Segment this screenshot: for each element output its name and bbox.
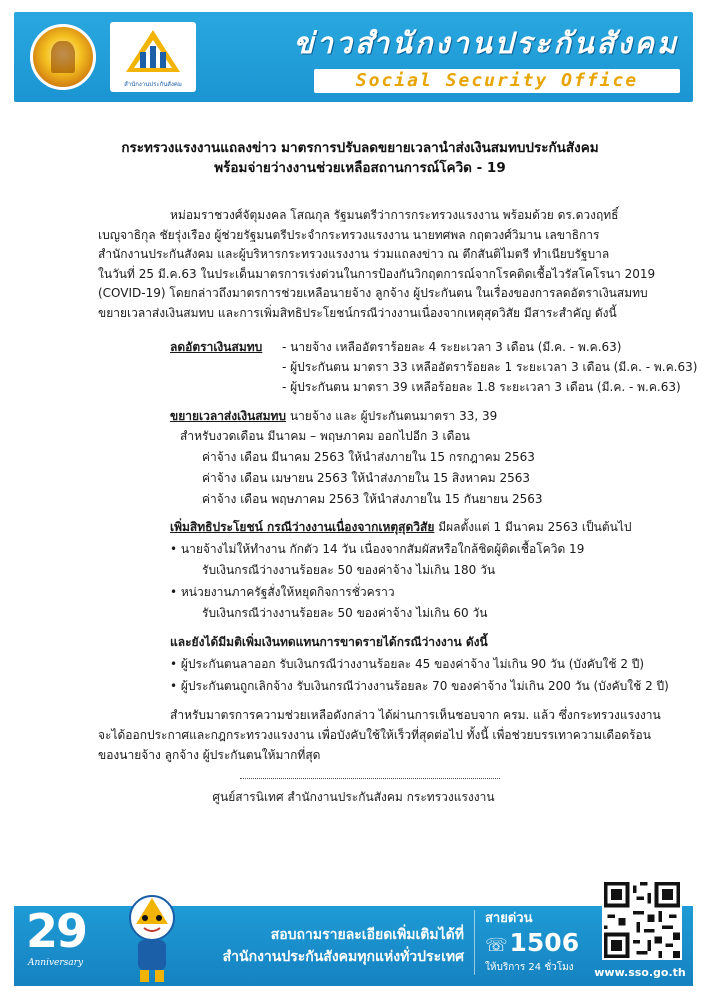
intro-paragraph: [98, 206, 658, 323]
intro-line: สำนักงานประกันสังคม และผู้บริหารกระทรวงแรงงาน ร่วมแถลงข่าว ณ ตึกสันติไมตรี ทำเนียบรัฐบาล: [98, 247, 610, 261]
benefit-bullet-sub: รับเงินกรณีว่างงานร้อยละ 50 ของค่าจ้าง ไม่เกิน 60 วัน: [202, 606, 488, 620]
extend-sub: สำหรับงวดเดือน มีนาคม – พฤษภาคม ออกไปอีก 3 เดือน: [180, 429, 470, 443]
headline-line-1: กระทรวงแรงงานแถลงข่าว มาตรการปรับลดขยายเวลานำส่งเงินสมทบประกันสังคม: [121, 140, 599, 156]
extend-heading: ขยายเวลาส่งเงินสมทบ: [170, 409, 287, 423]
hotline-number-row: [485, 928, 588, 961]
anniversary-number: 29: [26, 904, 87, 958]
reduce-heading: ลดอัตราเงินสมทบ: [170, 340, 263, 354]
footer-message: [194, 924, 464, 968]
benefit-heading-rest: มีผลตั้งแต่ 1 มีนาคม 2563 เป็นต้นไป: [434, 520, 632, 534]
footer-message-line-1: สอบถามรายละเอียดเพิ่มเติมได้ที่: [270, 927, 464, 943]
reduce-item: - ผู้ประกันตน มาตรา 39 เหลือร้อยละ 1.8 ระยะเวลา 3 เดือน (มี.ค. - พ.ค.63): [282, 380, 681, 394]
phone-icon: ☏: [485, 935, 508, 956]
intro-line: หม่อมราชวงศ์จัตุมงคล โสณกุล รัฐมนตรีว่าการกระทรวงแรงงาน พร้อมด้วย ดร.ดวงฤทธิ์: [170, 208, 619, 222]
extra-heading: และยังได้มีมติเพิ่มเงินทดแทนการขาดรายได้กรณีว่างงาน ดังนี้: [170, 635, 488, 649]
benefit-heading-line: [170, 518, 632, 536]
reduce-item: - นายจ้าง เหลืออัตราร้อยละ 4 ระยะเวลา 3 เดือน (มี.ค. - พ.ค.63): [282, 340, 622, 354]
extend-heading-rest: นายจ้าง และ ผู้ประกันตนมาตรา 33, 39: [286, 409, 498, 423]
intro-line: ในวันที่ 25 มี.ค.63 ในประเด็นมาตรการเร่งด่วนในการป้องกันวิกฤตการณ์จากโรคติดเชื้อไวรัสโคโรนา 2019: [98, 266, 656, 281]
extra-item: • ผู้ประกันตนถูกเลิกจ้าง รับเงินกรณีว่างงานร้อยละ 70 ของค่าจ้าง ไม่เกิน 200 วัน (บังคับใช้ 2 ปี): [170, 679, 669, 693]
dotted-divider: [240, 778, 500, 779]
closing-line: สำหรับมาตรการความช่วยเหลือดังกล่าว ได้ผ่านการเห็นชอบจาก ครม. แล้ว ซึ่งกระทรวงแรงงาน: [170, 708, 661, 722]
header-banner: [14, 12, 693, 102]
reduce-item: - ผู้ประกันตน มาตรา 33 เหลืออัตราร้อยละ 1 ระยะเวลา 3 เดือน (มี.ค. - พ.ค.63): [282, 360, 698, 374]
qr-code-icon[interactable]: [602, 880, 682, 960]
extend-heading-line: [170, 407, 497, 425]
header-title-thai: ข่าวสำนักงานประกันสังคม: [293, 26, 679, 60]
benefit-bullet: • หน่วยงานภาครัฐสั่งให้หยุดกิจการชั่วคราว: [170, 585, 395, 599]
hotline-label: สายด่วน: [485, 911, 533, 926]
extend-item: ค่าจ้าง เดือน มีนาคม 2563 ให้นำส่งภายใน 15 กรกฎาคม 2563: [202, 450, 535, 464]
intro-line: เบญจาธิกุล ชัยรุ่งเรือง ผู้ช่วยรัฐมนตรีประจำกระทรวงแรงงาน นายทศพล กฤตวงศ์วิมาน เลขาธิการ: [98, 227, 600, 242]
closing-line: จะได้ออกประกาศและกฎกระทรวงแรงงาน เพื่อบังคับใช้ให้เร็วที่สุดต่อไป ทั้งนี้ เพื่อช่วยบรรเทาความเดือดร้อน: [98, 728, 651, 742]
hotline-hours: ให้บริการ 24 ชั่วโมง: [485, 962, 574, 973]
extra-item: • ผู้ประกันตนลาออก รับเงินกรณีว่างงานร้อยละ 45 ของค่าจ้าง ไม่เกิน 90 วัน (บังคับใช้ 2 ปี): [170, 657, 645, 671]
benefit-bullet-sub: รับเงินกรณีว่างงานร้อยละ 50 ของค่าจ้าง ไม่เกิน 180 วัน: [202, 563, 496, 577]
anniversary-word: Anniversary: [28, 958, 84, 968]
closing-line: ของนายจ้าง ลูกจ้าง ผู้ประกันตนให้มากที่สุด: [98, 748, 321, 762]
footer-message-line-2: สำนักงานประกันสังคมทุกแห่งทั่วประเทศ: [222, 949, 464, 965]
extend-item: ค่าจ้าง เดือน พฤษภาคม 2563 ให้นำส่งภายใน 15 กันยายน 2563: [202, 492, 543, 506]
benefit-heading: เพิ่มสิทธิประโยชน์ กรณีว่างงานเนื่องจากเหตุสุดวิสัย: [170, 520, 435, 534]
extend-item: ค่าจ้าง เดือน เมษายน 2563 ให้นำส่งภายใน 15 สิงหาคม 2563: [202, 471, 531, 485]
footer: [14, 880, 693, 990]
mascot-icon: [124, 888, 180, 984]
government-emblem-logo: [30, 24, 96, 90]
source-credit: ศูนย์สารนิเทศ สำนักงานประกันสังคม กระทรวงแรงงาน: [212, 790, 495, 804]
hotline-box: [474, 910, 588, 975]
sso-logo: [110, 22, 196, 92]
intro-line: (COVID-19) โดยกล่าวถึงมาตรการช่วยเหลือนายจ้าง ลูกจ้าง ผู้ประกันตน ในเรื่องของการลดอัตราเงินสมทบ: [98, 286, 648, 300]
headline-line-2: พร้อมจ่ายว่างงานช่วยเหลือสถานการณ์โควิด - 19: [214, 160, 506, 176]
website-link[interactable]: www.sso.go.th: [594, 966, 686, 979]
anniversary-logo: [22, 904, 114, 982]
hotline-number[interactable]: 1506: [509, 928, 580, 957]
logo-caption: สำนักงานประกันสังคม: [124, 81, 182, 88]
header-title-english: Social Security Office: [314, 69, 680, 93]
intro-line: ขยายเวลาส่งเงินสมทบ และการเพิ่มสิทธิประโยชน์กรณีว่างงานเนื่องจากเหตุสุดวิสัย มีสาระสำคัญ ดังนี้: [98, 305, 617, 320]
news-headline: [60, 138, 660, 178]
benefit-bullet: • นายจ้างไม่ให้ทำงาน กักตัว 14 วัน เนื่องจากสัมผัสหรือใกล้ชิดผู้ติดเชื้อโควิด 19: [170, 542, 585, 556]
